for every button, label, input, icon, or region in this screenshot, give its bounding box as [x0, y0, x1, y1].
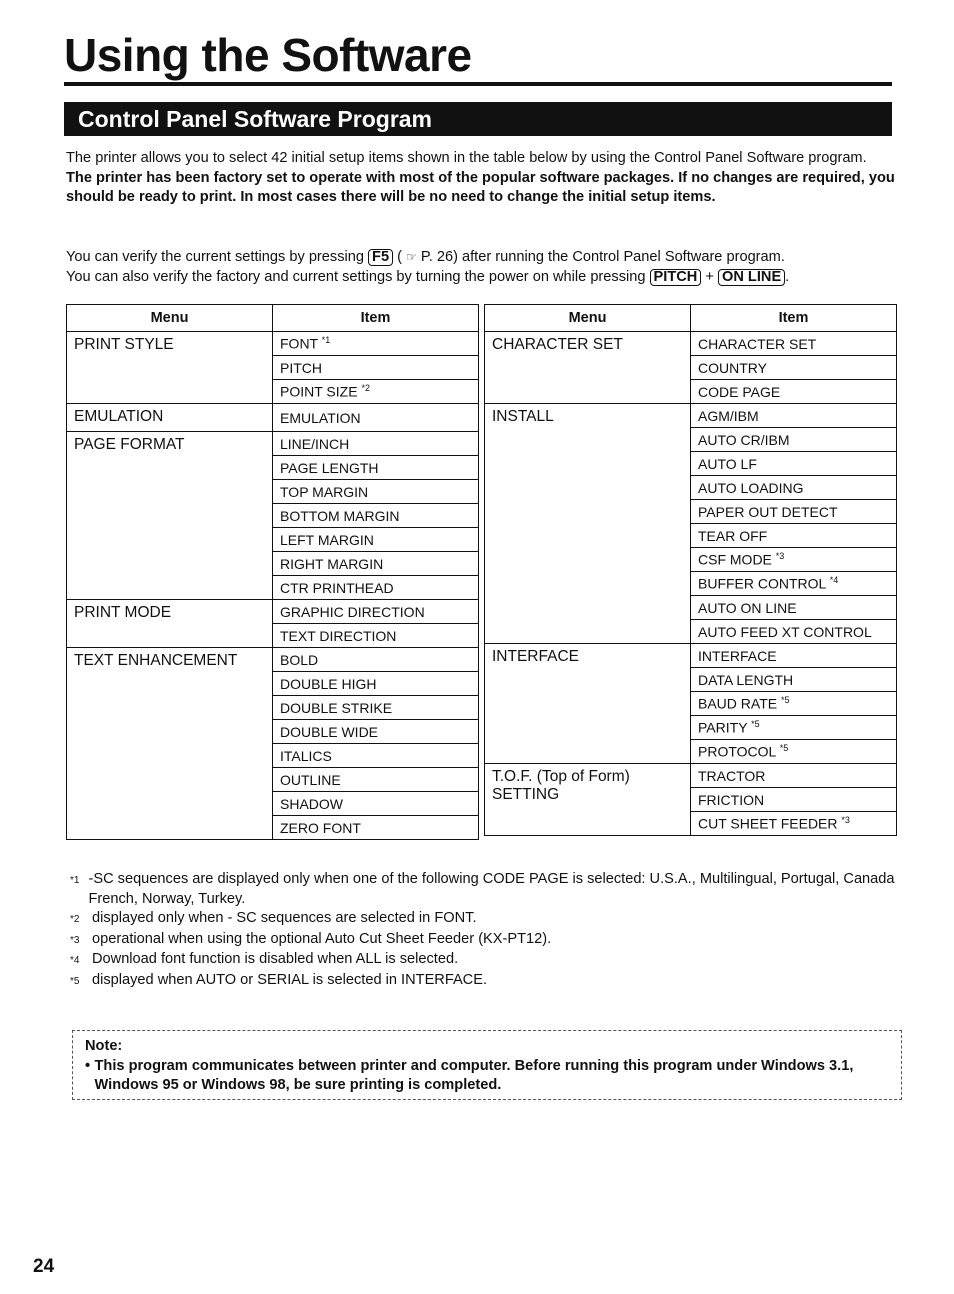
plus-sign: + — [705, 269, 714, 285]
verify-text-c: P. 26) after running the Control Panel Software program. — [420, 249, 785, 265]
footnote-text: operational when using the optional Auto Cut Sheet Feeder (KX-PT12). — [92, 930, 552, 947]
table-row — [67, 332, 479, 356]
item-label: POINT SIZE — [280, 383, 358, 400]
item-cell — [273, 720, 479, 744]
footnote-mark: *1 — [70, 875, 80, 886]
item-label: FRICTION — [698, 791, 765, 808]
item-label: AUTO FEED XT CONTROL — [698, 623, 872, 640]
page-reference-icon: ☞ — [406, 250, 417, 264]
item-cell — [691, 500, 897, 524]
item-cell — [273, 380, 479, 404]
item-label: TOP MARGIN — [280, 483, 369, 500]
menu-cell: PRINT MODE — [67, 600, 273, 648]
footnote-ref: *3 — [841, 815, 850, 826]
item-cell — [691, 428, 897, 452]
item-label: RIGHT MARGIN — [280, 555, 384, 572]
item-label: CUT SHEET FEEDER — [698, 815, 838, 832]
verify-text-a: You can verify the current settings by pressing — [66, 249, 364, 265]
menu-table-right — [484, 304, 897, 836]
item-label: LEFT MARGIN — [280, 531, 374, 548]
page-number: 24 — [33, 1256, 55, 1277]
item-label: BUFFER CONTROL — [698, 575, 826, 592]
menu-cell: PRINT STYLE — [67, 332, 273, 404]
table-row — [485, 764, 897, 788]
item-cell — [691, 452, 897, 476]
item-label: TEAR OFF — [698, 527, 768, 544]
item-cell — [273, 404, 479, 432]
footnote — [70, 930, 900, 951]
item-cell — [273, 816, 479, 840]
page-title: Using the Software — [64, 29, 472, 81]
footnote-ref: *1 — [321, 335, 331, 346]
item-cell — [273, 696, 479, 720]
verify-line-1 — [66, 247, 906, 267]
pitch-key: PITCH — [650, 269, 702, 286]
item-cell — [691, 644, 897, 668]
table-row — [485, 644, 897, 668]
item-label: BOLD — [280, 651, 319, 668]
paren-open: ( — [397, 249, 403, 265]
item-label: AUTO LF — [698, 455, 757, 472]
footnote — [70, 971, 900, 992]
note-body — [85, 1057, 889, 1096]
item-cell — [273, 528, 479, 552]
item-cell — [691, 692, 897, 716]
section-banner — [64, 102, 892, 136]
item-label: PROTOCOL — [698, 743, 776, 760]
item-label: COUNTRY — [698, 359, 767, 376]
menu-header: Menu — [67, 305, 273, 332]
item-cell — [691, 572, 897, 596]
table-row — [485, 404, 897, 428]
intro — [66, 149, 896, 208]
footnote-ref: *5 — [780, 695, 790, 706]
item-header: Item — [691, 305, 897, 332]
item-label: PARITY — [698, 719, 748, 736]
footnote-text: Download font function is disabled when ALL is selected. — [92, 951, 459, 967]
item-cell — [691, 596, 897, 620]
item-header: Item — [273, 305, 479, 332]
menu-table-left — [66, 304, 479, 840]
item-cell — [691, 548, 897, 572]
item-label: SHADOW — [280, 795, 343, 812]
item-cell — [691, 812, 897, 836]
footnote-mark: *4 — [70, 955, 80, 966]
menu-cell: EMULATION — [67, 404, 273, 432]
bullet-icon: • — [85, 1057, 91, 1074]
item-cell — [273, 768, 479, 792]
footnote-text: -SC sequences are displayed only when one of the following CODE PAGE is selected: U.S.A., Multilingual, Portugal, Canada French, Norway, Turkey. — [88, 871, 895, 907]
footnote-mark: *3 — [70, 934, 80, 946]
menu-cell: TEXT ENHANCEMENT — [67, 648, 273, 840]
item-label: DATA LENGTH — [698, 671, 794, 688]
item-label: AUTO ON LINE — [698, 599, 797, 616]
period: . — [785, 269, 790, 285]
table-row — [67, 600, 479, 624]
menu-cell: CHARACTER SET — [485, 332, 691, 404]
f5-key: F5 — [368, 249, 393, 266]
item-label: PITCH — [280, 359, 322, 376]
item-label: LINE/INCH — [280, 435, 350, 452]
intro-paragraph: The printer allows you to select 42 initial setup items shown in the table below by using the Control Panel Software program. — [66, 150, 867, 166]
item-label: CSF MODE — [698, 551, 772, 568]
item-label: AGM/IBM — [698, 407, 759, 424]
verify-text-d: You can also verify the factory and current settings by turning the power on while pressing — [66, 269, 646, 285]
footnote — [70, 870, 900, 909]
item-cell — [273, 504, 479, 528]
item-cell — [691, 476, 897, 500]
footnote-ref: *5 — [779, 743, 789, 754]
online-key: ON LINE — [718, 269, 785, 286]
note-text: This program communicates between printer and computer. Before running this program under Windows 3.1, Windows 95 or Windows 98, be sure printing is completed. — [94, 1057, 854, 1093]
item-cell — [691, 380, 897, 404]
item-label: CODE PAGE — [698, 383, 781, 400]
item-cell — [273, 672, 479, 696]
item-label: ZERO FONT — [280, 819, 361, 836]
verify-line-2 — [66, 267, 906, 287]
item-cell — [273, 456, 479, 480]
item-label: BOTTOM MARGIN — [280, 507, 400, 524]
footnote-text: displayed only when - SC sequences are selected in FONT. — [92, 910, 477, 926]
item-label: OUTLINE — [280, 771, 341, 788]
menu-cell: PAGE FORMAT — [67, 432, 273, 600]
item-label: EMULATION — [280, 409, 361, 426]
note-label: Note: — [85, 1038, 123, 1054]
menu-cell: INTERFACE — [485, 644, 691, 764]
item-cell — [691, 764, 897, 788]
footnote-text: displayed when AUTO or SERIAL is selected in INTERFACE. — [92, 971, 488, 988]
item-label: ITALICS — [280, 747, 332, 764]
menu-cell: T.O.F. (Top of Form) SETTING — [485, 764, 691, 836]
menu-cell: INSTALL — [485, 404, 691, 644]
table-body-right — [485, 332, 897, 836]
item-cell — [273, 792, 479, 816]
item-cell — [273, 432, 479, 456]
verify-text — [66, 247, 906, 287]
footnote-mark: *2 — [70, 914, 80, 925]
footnote-ref: *4 — [829, 575, 839, 586]
item-label: GRAPHIC DIRECTION — [280, 603, 425, 620]
intro-bold-paragraph: The printer has been factory set to operate with most of the popular software packages. If no changes are required, you should be ready to print. In most cases there will be no need to change the initial setup items. — [66, 169, 895, 205]
item-label: DOUBLE STRIKE — [280, 699, 393, 716]
item-cell — [691, 332, 897, 356]
item-cell — [691, 356, 897, 380]
table-row — [485, 332, 897, 356]
item-label: DOUBLE HIGH — [280, 675, 377, 692]
item-cell — [691, 788, 897, 812]
footnote-ref: *2 — [361, 383, 370, 394]
item-label: DOUBLE WIDE — [280, 723, 379, 740]
item-label: FONT — [280, 335, 318, 352]
item-label: AUTO LOADING — [698, 479, 804, 496]
item-label: PAPER OUT DETECT — [698, 503, 838, 520]
item-cell — [273, 552, 479, 576]
item-cell — [691, 740, 897, 764]
item-label: AUTO CR/IBM — [698, 431, 790, 448]
item-cell — [273, 744, 479, 768]
item-cell — [691, 524, 897, 548]
item-cell — [691, 668, 897, 692]
title-rule — [64, 82, 892, 86]
table-row — [67, 404, 479, 432]
item-label: INTERFACE — [698, 647, 777, 664]
table-body-left — [67, 332, 479, 840]
item-label: CHARACTER SET — [698, 335, 817, 352]
section-title: Control Panel Software Program — [78, 106, 433, 132]
footnote-ref: *5 — [751, 719, 760, 730]
item-label: CTR PRINTHEAD — [280, 579, 394, 596]
menu-header: Menu — [485, 305, 691, 332]
item-label: TEXT DIRECTION — [280, 627, 397, 644]
footnote — [70, 950, 900, 971]
table-row — [67, 648, 479, 672]
item-label: TRACTOR — [698, 767, 766, 784]
item-cell — [273, 576, 479, 600]
note-box — [72, 1030, 902, 1100]
item-cell — [273, 600, 479, 624]
item-label: PAGE LENGTH — [280, 459, 379, 476]
item-cell — [691, 716, 897, 740]
footnote — [70, 909, 900, 930]
table-row — [67, 432, 479, 456]
footnotes — [70, 870, 900, 991]
item-cell — [273, 332, 479, 356]
item-cell — [273, 480, 479, 504]
footnote-ref: *3 — [775, 551, 785, 562]
item-cell — [691, 404, 897, 428]
item-label: BAUD RATE — [698, 695, 778, 712]
item-cell — [273, 624, 479, 648]
item-cell — [273, 648, 479, 672]
item-cell — [691, 620, 897, 644]
item-cell — [273, 356, 479, 380]
footnote-mark: *5 — [70, 975, 80, 987]
